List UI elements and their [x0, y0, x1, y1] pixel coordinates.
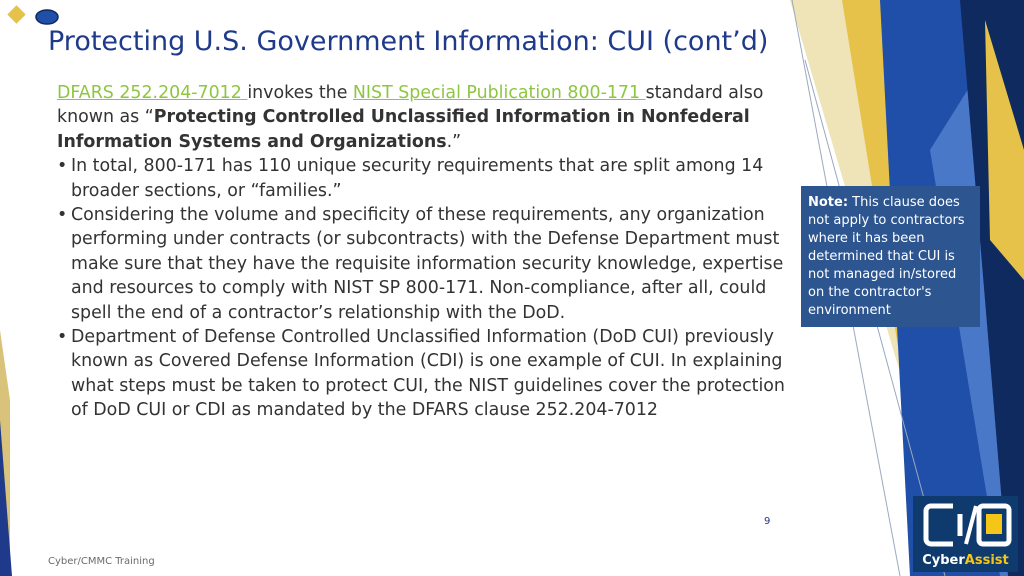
bullet-item: [57, 154, 797, 203]
intro-text-3: .”: [446, 131, 462, 152]
intro-paragraph: [57, 81, 797, 154]
logo-text: [913, 553, 1018, 568]
dfars-link[interactable]: DFARS 252.204-7012: [57, 83, 248, 103]
gold-diamond-icon: [7, 5, 25, 23]
bullet-dot-icon: •: [57, 156, 68, 177]
intro-text-1: invokes the: [247, 83, 353, 103]
bullet-item: [57, 325, 797, 423]
note-label: Note:: [808, 195, 849, 210]
nist-link[interactable]: NIST Special Publication 800-171: [352, 83, 646, 103]
blue-oval-icon: [36, 10, 58, 24]
logo-text-part1: Cyber: [922, 553, 965, 568]
note-text: This clause does not apply to contractors where it has been determined that CUI is not managed in/stored on the contractor's environment: [808, 195, 965, 318]
intro-text-2: standard also known as “: [57, 83, 764, 128]
bullet-dot-icon: •: [57, 327, 68, 348]
intro-bold-title: Protecting Controlled Unclassified Information in Nonfederal Information Systems and Organizations: [57, 107, 750, 152]
bullet-text: In total, 800-171 has 110 unique security requirements that are split among 14 broader sections, or “families.”: [71, 156, 764, 201]
footer-text: Cyber/CMMC Training: [48, 556, 155, 567]
slide-body: [57, 81, 797, 423]
bullet-item: [57, 203, 797, 325]
cyberassist-logo: [913, 496, 1018, 572]
bullet-dot-icon: •: [57, 205, 68, 226]
bullet-text: Department of Defense Controlled Unclassified Information (DoD CUI) previously known as Covered Defense Information (CDI) is one example of CUI. In explaining what steps must be taken to protect CUI, the NIST guidelines cover the protection of DoD CUI or CDI as mandated by the DFARS clause 252.204-7012: [71, 327, 785, 421]
note-box: [801, 186, 980, 327]
logo-mark-icon: [913, 496, 1018, 552]
page-title: Protecting U.S. Government Information: CUI (cont’d): [48, 26, 769, 57]
bullet-text: Considering the volume and specificity of these requirements, any organization performing under contracts (or subcontracts) with the Defense Department must make sure that they have the requisite information security knowledge, expertise and resources to comply with NIST SP 800-171. Non-compliance, after all, could spell the end of a contractor’s relationship with the DoD.: [71, 205, 784, 323]
page-number: 9: [764, 516, 771, 527]
logo-text-part2: Assist: [964, 553, 1009, 568]
